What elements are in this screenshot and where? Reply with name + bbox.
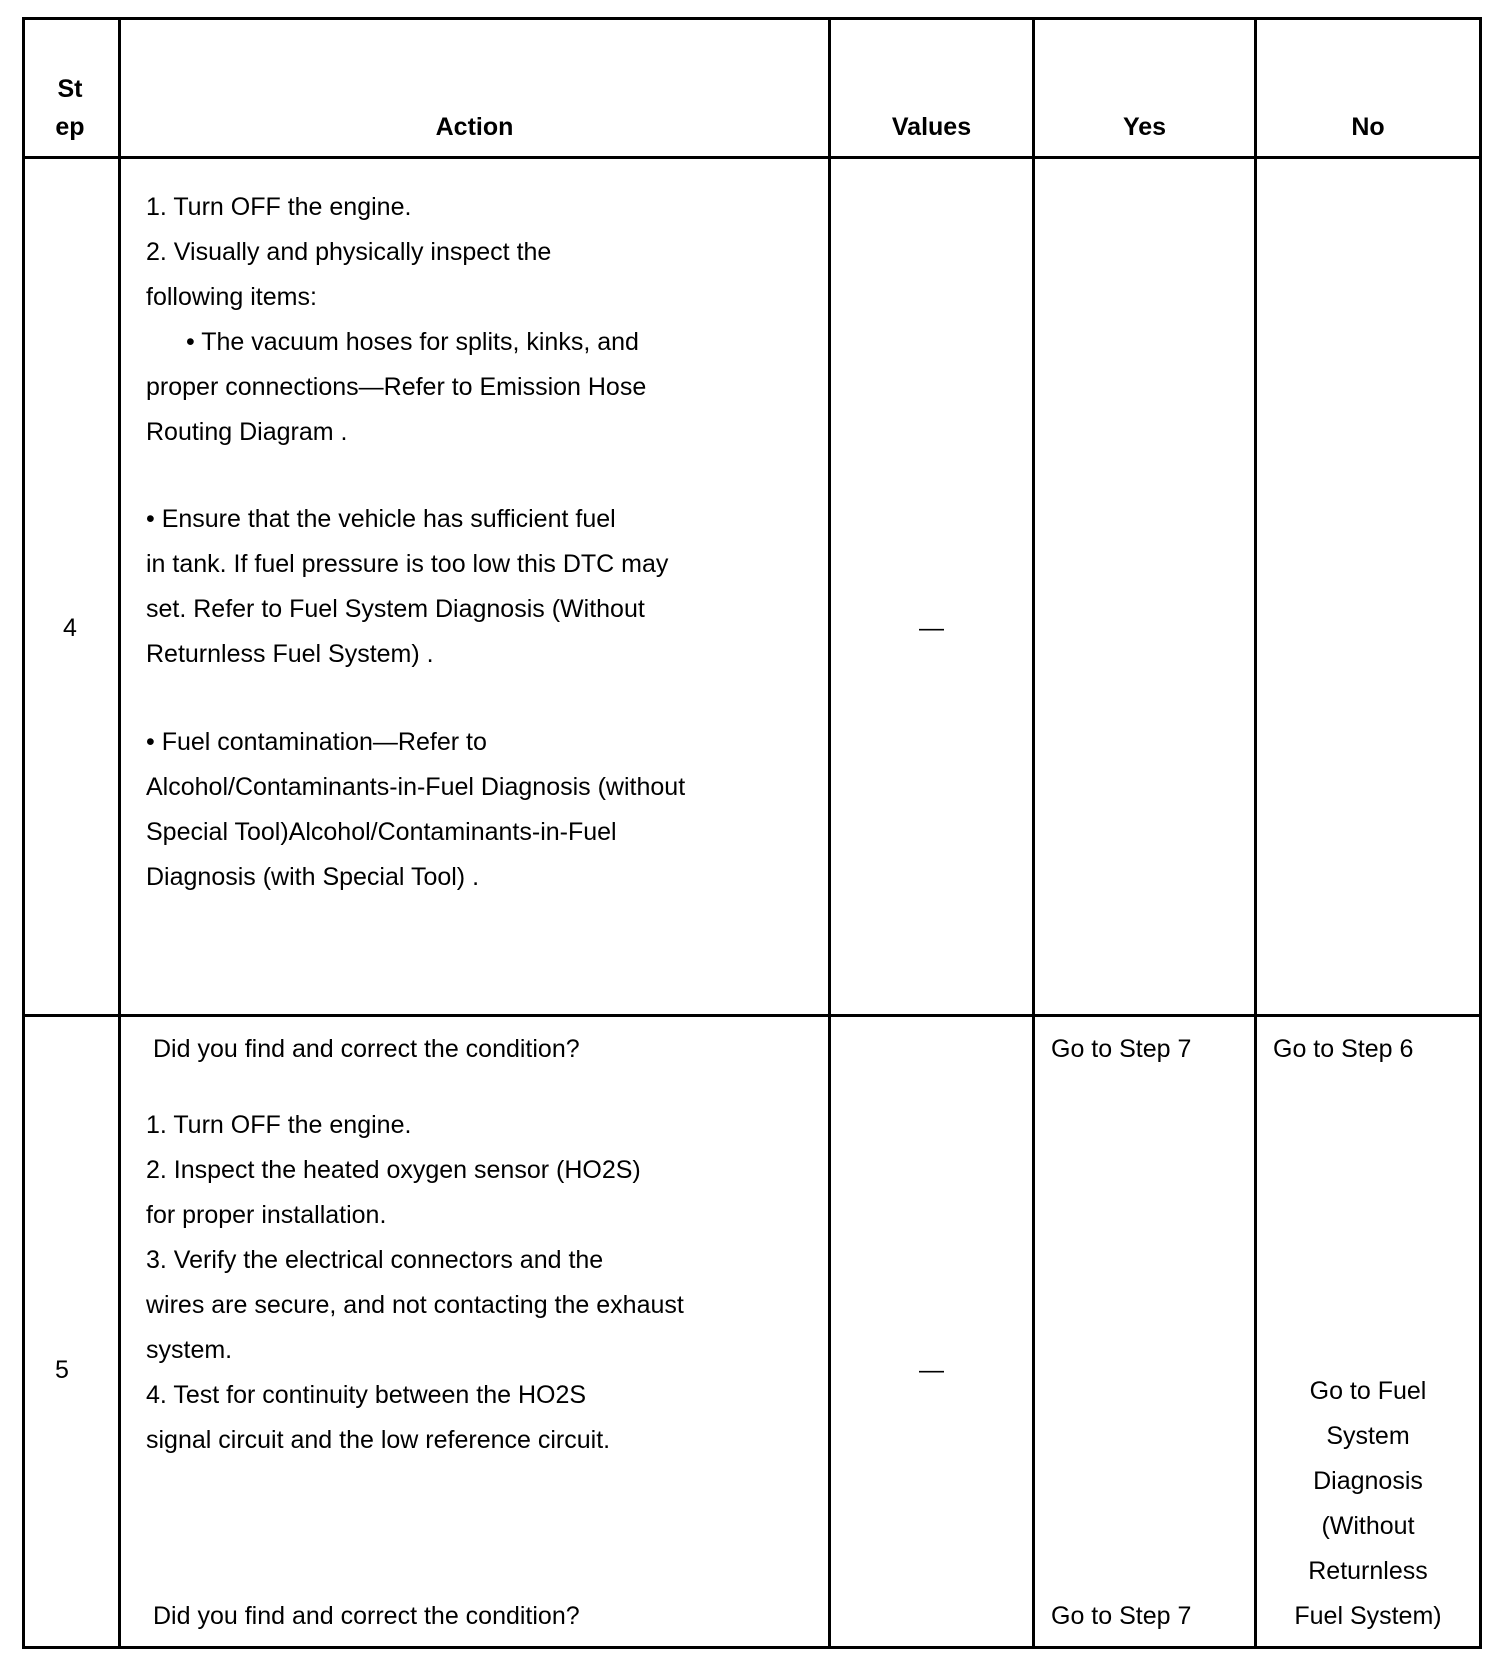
header-action: Action (435, 113, 514, 141)
row5-no-line: Diagnosis (1313, 1467, 1423, 1495)
row4-action-line: proper connections—Refer to Emission Hose (146, 373, 647, 401)
row4-question: Did you find and correct the condition? (153, 1035, 580, 1063)
row5-no-line: (Without (1321, 1512, 1415, 1540)
row4-action-line: Alcohol/Contaminants-in-Fuel Diagnosis (without (146, 773, 686, 801)
row4-action-line: Diagnosis (with Special Tool) . (146, 863, 480, 891)
row4-action-line: in tank. If fuel pressure is too low this DTC may (146, 550, 669, 578)
row4-action-line: Routing Diagram . (146, 418, 348, 446)
header-step-line2: ep (55, 113, 85, 141)
row5-action-line: 3. Verify the electrical connectors and the (146, 1246, 604, 1274)
row5-action-line: 4. Test for continuity between the HO2S (146, 1381, 587, 1409)
header-yes: Yes (1122, 113, 1167, 141)
row5-step: 5 (55, 1356, 69, 1384)
row5-no-line: Fuel System) (1294, 1602, 1442, 1630)
row5-yes: Go to Step 7 (1051, 1602, 1192, 1630)
header-step-line1: St (57, 75, 83, 103)
table-border-bottom (22, 1646, 1482, 1649)
table-border-right (1479, 17, 1482, 1649)
row4-action-line: Special Tool)Alcohol/Contaminants-in-Fuel (146, 818, 617, 846)
row4-action-line: • The vacuum hoses for splits, kinks, and (186, 328, 639, 356)
row5-action-line: signal circuit and the low reference circuit. (146, 1426, 611, 1454)
row5-no-line: System (1326, 1422, 1410, 1450)
row-divider (22, 1014, 1482, 1017)
row5-action-line: system. (146, 1336, 233, 1364)
table-border-top (22, 17, 1482, 20)
row4-action-line: Returnless Fuel System) . (146, 640, 434, 668)
row4-action-line: 2. Visually and physically inspect the (146, 238, 552, 266)
row4-action-line: 1. Turn OFF the engine. (146, 193, 412, 221)
row5-no-line: Go to Fuel (1309, 1377, 1427, 1405)
row4-yes: Go to Step 7 (1051, 1035, 1192, 1063)
row4-values: — (919, 614, 944, 642)
row5-values: — (919, 1356, 944, 1384)
row5-action-line: 1. Turn OFF the engine. (146, 1111, 412, 1139)
row5-question: Did you find and correct the condition? (153, 1602, 580, 1630)
row4-action-line: • Ensure that the vehicle has sufficient fuel (146, 505, 616, 533)
col-divider-step (118, 17, 121, 1649)
row5-action-line: wires are secure, and not contacting the exhaust (146, 1291, 684, 1319)
row5-no-line: Returnless (1308, 1557, 1428, 1585)
row4-action-line: following items: (146, 283, 317, 311)
col-divider-action (828, 17, 831, 1649)
header-no: No (1351, 113, 1385, 141)
row4-action-line: • Fuel contamination—Refer to (146, 728, 487, 756)
header-values: Values (891, 113, 972, 141)
col-divider-values (1032, 17, 1035, 1649)
header-divider (22, 156, 1482, 159)
row5-action-line: for proper installation. (146, 1201, 387, 1229)
table-border-left (22, 17, 25, 1649)
row4-no: Go to Step 6 (1273, 1035, 1414, 1063)
row5-action-line: 2. Inspect the heated oxygen sensor (HO2S) (146, 1156, 641, 1184)
row4-action-line: set. Refer to Fuel System Diagnosis (Without (146, 595, 645, 623)
row4-step: 4 (63, 614, 77, 642)
